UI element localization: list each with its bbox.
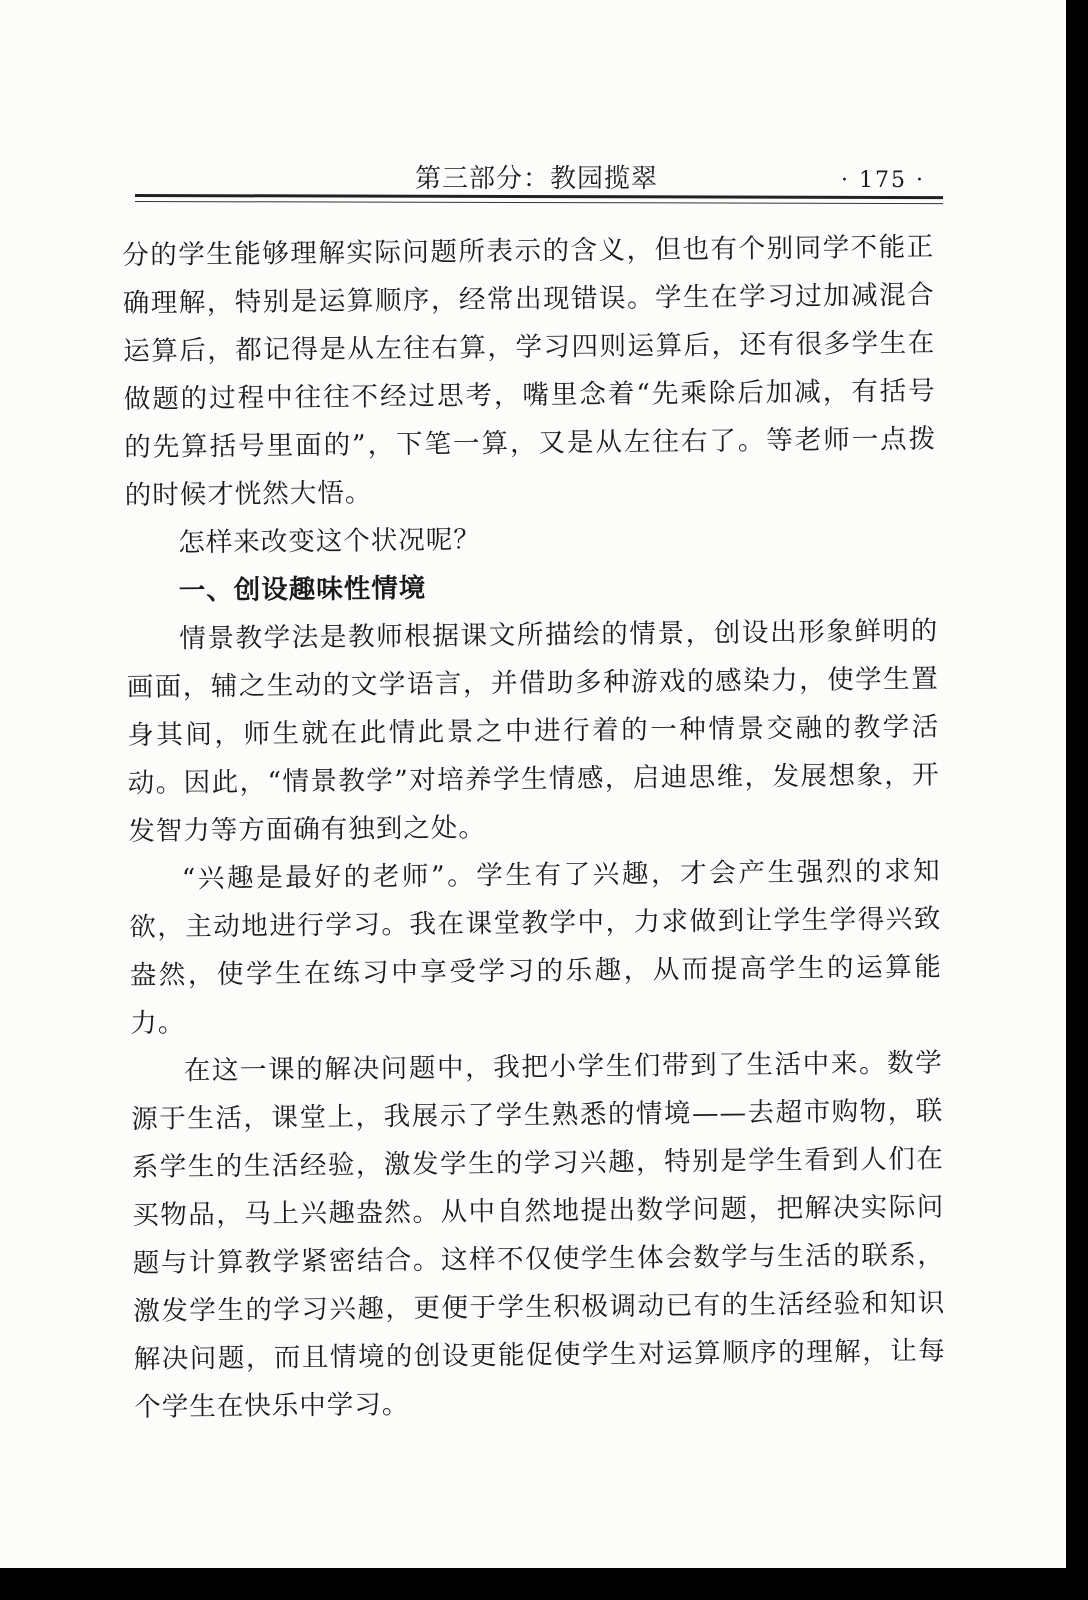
paragraph-continued: 分的学生能够理解实际问题所表示的含义，但也有个别同学不能正确理解，特别是运算顺序，经常出现错误。学生在学习过加减混合运算后，都记得是从左往右算，学习四则运算后，还有很多学生在做题的过程中往往不经过思考，嘴里念着“先乘除后加减，有括号的先算括号里面的”，下笔一算，又是从左往右了。等老师一点拨的时候才恍然大悟。 xyxy=(122,231,937,511)
paragraph-interest: “兴趣是最好的老师”。学生有了兴趣，才会产生强烈的求知欲，主动地进行学习。我在课堂教学中，力求做到让学生学得兴致盎然，使学生在练习中享受学习的乐趣，从而提高学生的运算能力。 xyxy=(129,855,942,1039)
header-rule-thick xyxy=(135,194,943,199)
paragraph-situational-teaching: 情景教学法是教师根据课文所描绘的情景，创设出形象鲜明的画面，辅之生动的文学语言，并借助多种游戏的感染力，使学生置身其间，师生就在此情此景之中进行着的一种情景交融的教学活动。因此，“情景教学”对培养学生情感，启迪思维，发展想象，开发智力等方面确有独到之处。 xyxy=(126,615,940,847)
header-rule-thin xyxy=(135,201,943,204)
page-number: · 175 · xyxy=(841,168,925,193)
running-header xyxy=(135,150,945,212)
section-title: 第三部分：教园揽翠 xyxy=(415,164,659,194)
paragraph-question: 怎样来改变这个状况呢？ xyxy=(178,524,481,559)
paragraph-supermarket: 在这一课的解决问题中，我把小学生们带到了生活中来。数学源于生活，课堂上，我展示了学生熟悉的情境——去超市购物，联系学生的生活经验，激发学生的学习兴趣，特别是学生看到人们在买物品，马上兴趣盎然。从中自然地提出数学问题，把解决实际问题与计算教学紧密结合。这样不仅使学生体会数学与生活的联系，激发学生的学习兴趣，更便于学生积极调动已有的生活经验和知识解决问题，而且情境的创设更能促使学生对运算顺序的理解，让每个学生在快乐中学习。 xyxy=(131,1047,946,1423)
body-text xyxy=(122,223,947,1431)
section-heading: 一、创设趣味性情境 xyxy=(178,572,427,607)
